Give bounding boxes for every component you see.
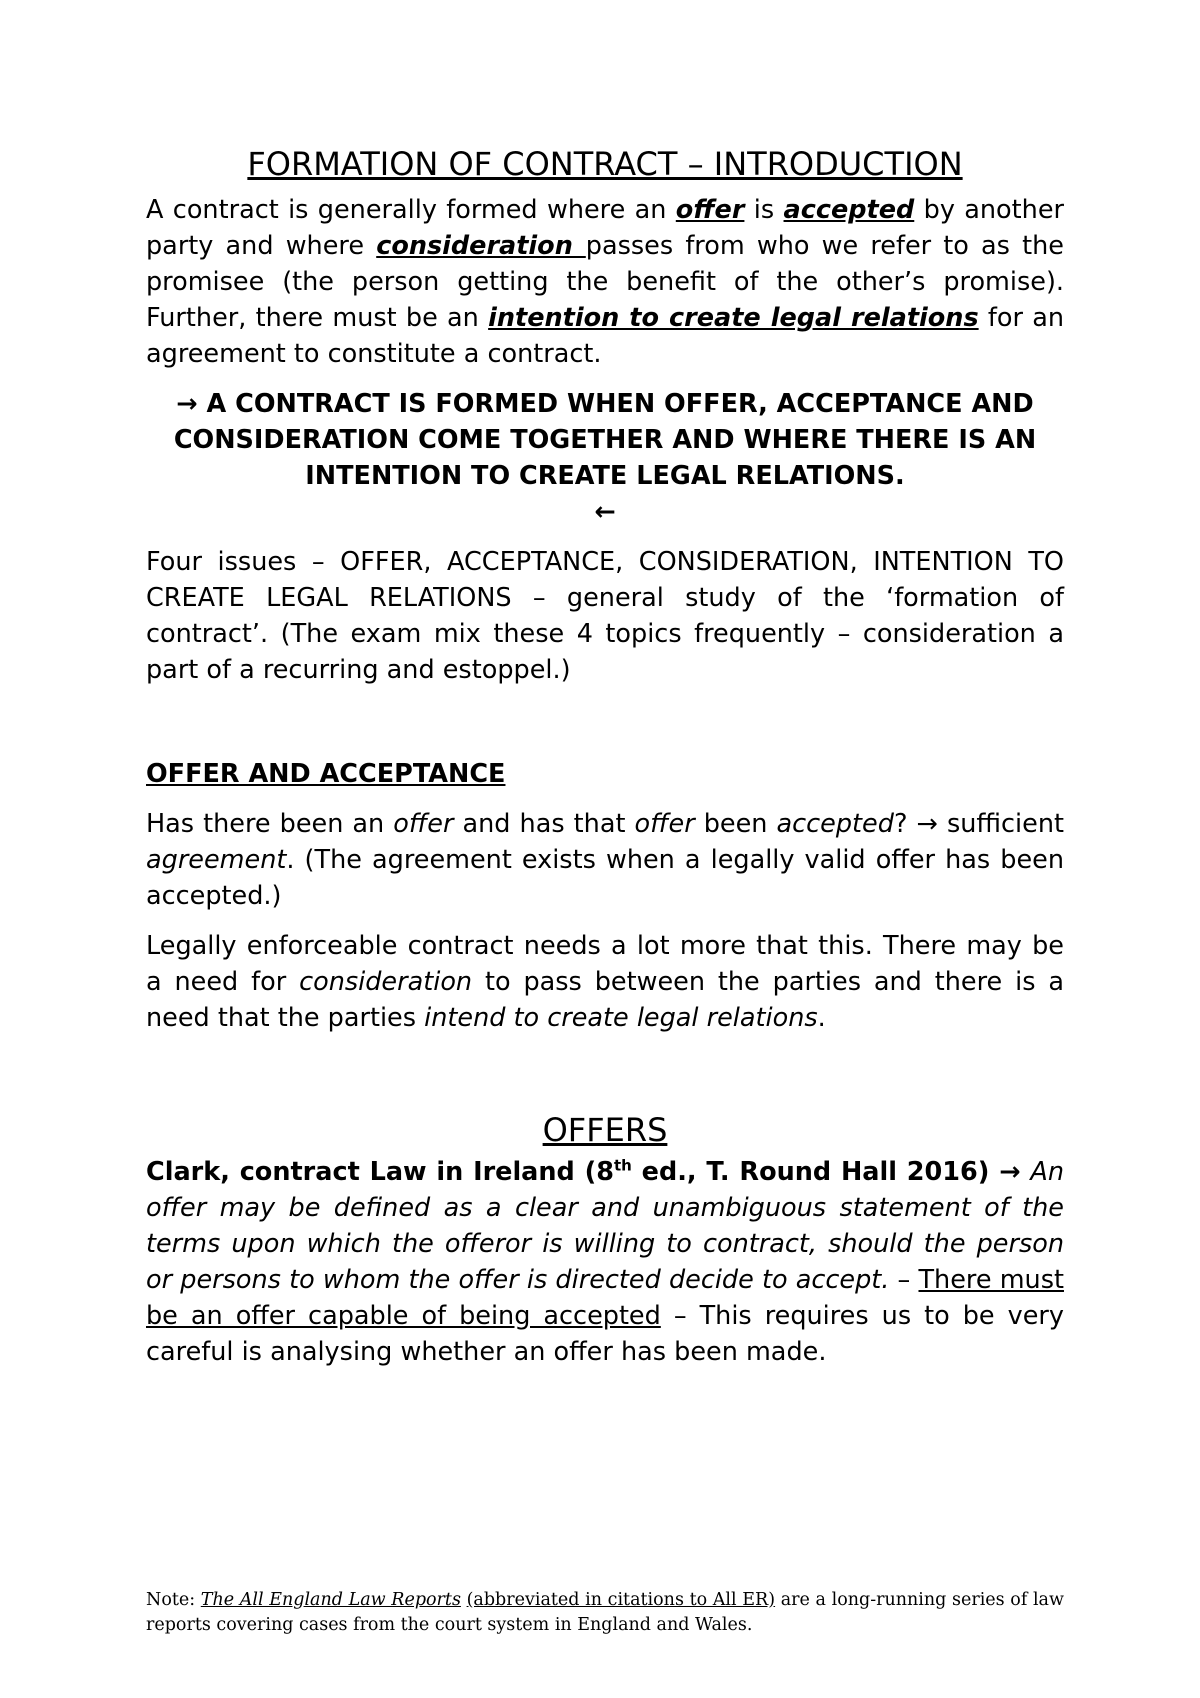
paragraph-text: Legally enforceable contract needs a lot more that this. There may be a need for <box>146 931 1064 997</box>
section-heading-offers: OFFERS <box>542 1111 668 1149</box>
footnote-abbreviation: (abbreviated in citations to All ER) <box>466 1590 776 1610</box>
page-title: FORMATION OF CONTRACT – INTRODUCTION <box>247 145 963 183</box>
offers-definition-paragraph <box>146 1154 1064 1370</box>
paragraph-text: been <box>694 809 777 839</box>
term-consideration: consideration <box>299 967 473 997</box>
footnote <box>146 1588 1064 1638</box>
offer-definition: An offer may be defined as a clear and unambiguous statement of the terms upon which the offeror is willing to contract, should the person or persons to whom the offer is directed decide to accept. <box>146 1157 1065 1295</box>
paragraph-text: to pass between the parties and there is a need that the parties <box>146 967 1064 1033</box>
intro-paragraph <box>146 192 1064 372</box>
paragraph-text: – <box>889 1265 919 1295</box>
footnote-label: Note: <box>146 1590 201 1610</box>
intro-text: A contract is generally formed where an <box>146 195 676 225</box>
offer-acceptance-paragraph-2 <box>146 928 1064 1036</box>
term-intention: intention to create legal relations <box>488 303 979 333</box>
paragraph-text: . <box>817 1003 826 1033</box>
term-offer: offer <box>393 809 454 839</box>
intro-text: is <box>744 195 784 225</box>
offer-acceptance-paragraph-1 <box>146 806 1064 914</box>
citation-text: Clark, contract Law in Ireland (8 <box>146 1157 615 1187</box>
term-offer: offer <box>634 809 695 839</box>
paragraph-text: . (The agreement exists when a legally valid offer has been accepted.) <box>146 845 1064 911</box>
paragraph-text: and has that <box>453 809 635 839</box>
section-heading-offer-acceptance: OFFER AND ACCEPTANCE <box>146 759 506 789</box>
term-consideration: consideration <box>376 231 586 261</box>
paragraph-text: Has there been an <box>146 809 394 839</box>
footnote-source: The All England Law Reports <box>200 1590 461 1610</box>
arrow-left-icon: ← <box>594 497 616 527</box>
paragraph-text: ? → sufficient <box>893 809 1064 839</box>
footnote-text: are a long-running series of law reports covering cases from the court system in England and Wales. <box>146 1590 1064 1635</box>
callout-text: A CONTRACT IS FORMED WHEN OFFER, ACCEPTANCE AND CONSIDERATION COME TOGETHER AND WHERE THERE IS AN INTENTION TO CREATE LEGAL RELATIONS. <box>173 389 1037 491</box>
term-accepted: accepted <box>783 195 915 225</box>
citation-superscript: th <box>614 1156 632 1175</box>
term-agreement: agreement <box>146 845 287 875</box>
arrow-right-icon: → <box>176 389 198 419</box>
term-accepted: accepted <box>776 809 894 839</box>
key-statement-callout <box>146 386 1064 530</box>
document-body <box>146 142 1064 1370</box>
citation <box>146 1157 1030 1187</box>
citation-text: ed., T. Round Hall 2016) → <box>631 1157 1031 1187</box>
intro-text: by another party and where <box>146 195 1064 261</box>
term-offer: offer <box>675 195 745 225</box>
intro-text: for an agreement to constitute a contract. <box>146 303 1065 369</box>
intro-text: passes from who we refer to as the promisee (the person getting the benefit of the other’s promise). Further, there must be an <box>146 231 1064 333</box>
paragraph-text: – This requires us to be very careful is analysing whether an offer has been made. <box>146 1301 1064 1367</box>
four-issues-paragraph: Four issues – OFFER, ACCEPTANCE, CONSIDERATION, INTENTION TO CREATE LEGAL RELATIONS – general study of the ‘formation of contract’. (The exam mix these 4 topics frequently – consideration a part of a recurring and estoppel.) <box>146 547 1064 685</box>
term-intend: intend to create legal relations <box>424 1003 818 1033</box>
underlined-statement: There must be an offer capable of being accepted <box>146 1265 1064 1331</box>
